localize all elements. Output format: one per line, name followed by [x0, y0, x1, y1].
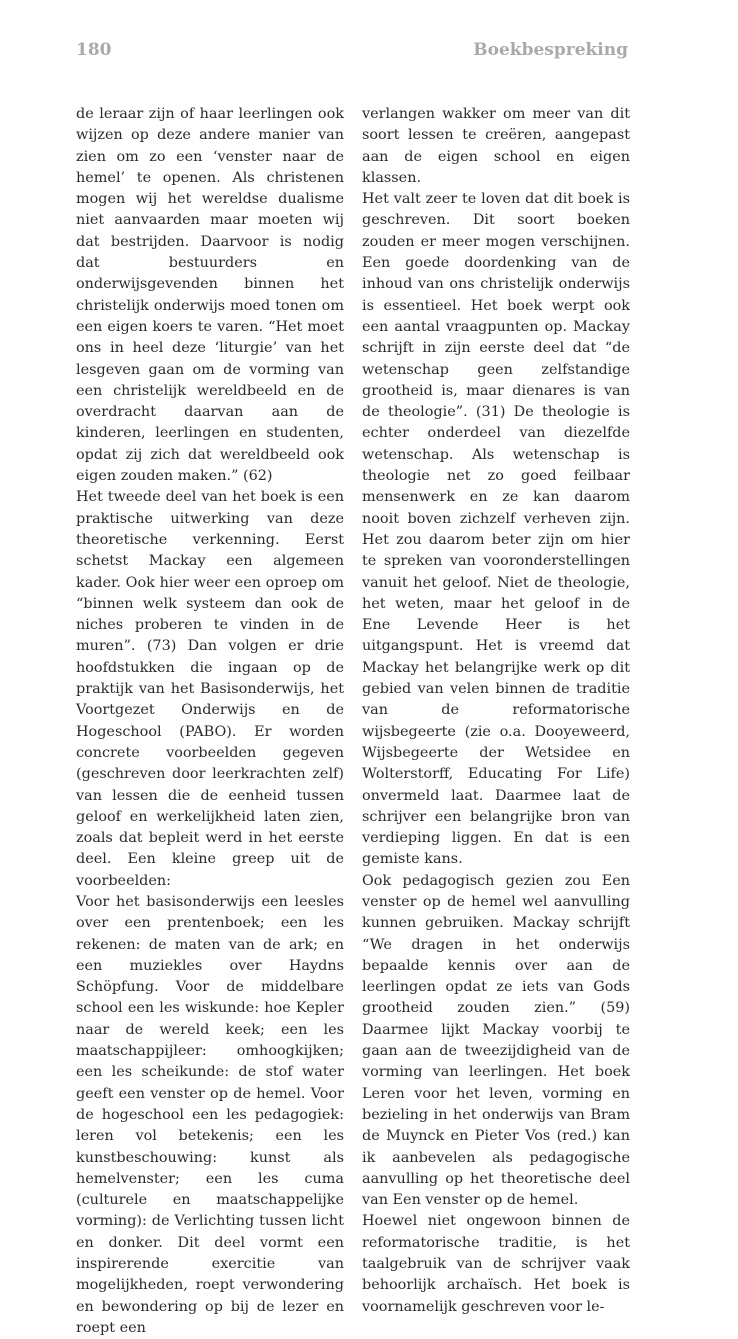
page-number: 180: [76, 40, 112, 60]
left-column: [76, 104, 344, 1339]
paragraph: Het tweede deel van het boek is een praktische uitwerking van deze theoretische verkenning. Eerst schetst Mackay een algemeen kader. Ook hier weer een oproep om “binnen welk systeem dan ook de niches proberen te vinden in de muren”. (73) Dan volgen er drie hoofdstukken die ingaan op de praktijk van het Basisonderwijs, het Voortgezet Onderwijs en de Hogeschool (PABO). Er worden concrete voorbeelden gegeven (geschreven door leerkrachten zelf) van lessen die de eenheid tussen geloof en werkelijkheid laten zien, zoals dat bepleit werd in het eerste deel. Een kleine greep uit de voorbeelden:: [76, 489, 344, 889]
paragraph: Hoewel niet ongewoon binnen de reformatorische traditie, is het taalgebruik van de schrijver vaak behoorlijk archaïsch. Het boek is voornamelijk geschreven voor le-: [362, 1213, 630, 1315]
right-column: [362, 104, 630, 1318]
paragraph: Ook pedagogisch gezien zou Een venster op de hemel wel aanvulling kunnen gebruiken. Mackay schrijft “We dragen in het onderwijs bepaalde kennis over aan de leerlingen opdat ze iets van Gods grootheid zouden zien.” (59) Daarmee lijkt Mackay voorbij te gaan aan de tweezijdigheid van de vorming van leerlingen. Het boek Leren voor het leven, vorming en bezieling in het onderwijs van Bram de Muynck en Pieter Vos (red.) kan ik aanbevelen als pedagogische aanvulling op het theoretische deel van Een venster op de hemel.: [362, 872, 630, 1209]
paragraph: de leraar zijn of haar leerlingen ook wijzen op deze andere manier van zien om zo een ‘venster naar de hemel’ te openen. Als christenen mogen wij het wereldse dualisme niet aanvaarden maar moeten wij dat bestrijden. Daarvoor is nodig dat bestuurders en onderwijsgevenden binnen het christelijk onderwijs moed tonen om een eigen koers te varen. “Het moet ons in heel deze ‘liturgie’ van het lesgeven gaan om de vorming van een christelijk wereldbeeld en de overdracht daarvan aan de kinderen, leerlingen en studenten, opdat zij zich dat wereldbeeld ook eigen zouden maken.” (62): [76, 106, 344, 485]
paragraph: verlangen wakker om meer van dit soort lessen te creëren, aangepast aan de eigen school en eigen klassen.: [362, 106, 630, 186]
paragraph: Het valt zeer te loven dat dit boek is geschreven. Dit soort boeken zouden er meer mogen verschijnen. Een goede doordenking van de inhoud van ons christelijk onderwijs is essentieel. Het boek werpt ook een aantal vraagpunten op. Mackay schrijft in zijn eerste deel dat “de wetenschap geen zelfstandige grootheid is, maar dienares is van de theologie”. (31) De theologie is echter onderdeel van diezelfde wetenschap. Als wetenschap is theologie net zo goed feilbaar mensenwerk en ze kan daarom nooit boven zichzelf verheven zijn. Het zou daarom beter zijn om hier te spreken van vooronderstellingen vanuit het geloof. Niet de theologie, het weten, maar het geloof in de Ene Levende Heer is het uitgangspunt. Het is vreemd dat Mackay het belangrijke werk op dit gebied van velen binnen de traditie van de reformatorische wijsbegeerte (zie o.a. Dooyeweerd, Wijsbegeerte der Wetsidee en Wolterstorff, Educating For Life) onvermeld laat. Daarmee laat de schrijver een belangrijke bron van verdieping liggen. En dat is een gemiste kans.: [362, 191, 630, 868]
paragraph: Voor het basisonderwijs een leesles over een prentenboek; een les rekenen: de maten van de ark; en een muziekles over Haydns Schöpfung. Voor de middelbare school een les wiskunde: hoe Kepler naar de wereld keek; een les maatschappijleer: omhoogkijken; een les scheikunde: de stof water geeft een venster op de hemel. Voor de hogeschool een les pedagogiek: leren vol betekenis; een les kunstbeschouwing: kunst als hemelvenster; een les cuma (culturele en maatschappelijke vorming): de Verlichting tussen licht en donker. Dit deel vormt een inspirerende exercitie van mogelijkheden, roept verwondering en bewondering op bij de lezer en roept een: [76, 893, 344, 1336]
running-title: Boekbespreking: [473, 40, 628, 60]
